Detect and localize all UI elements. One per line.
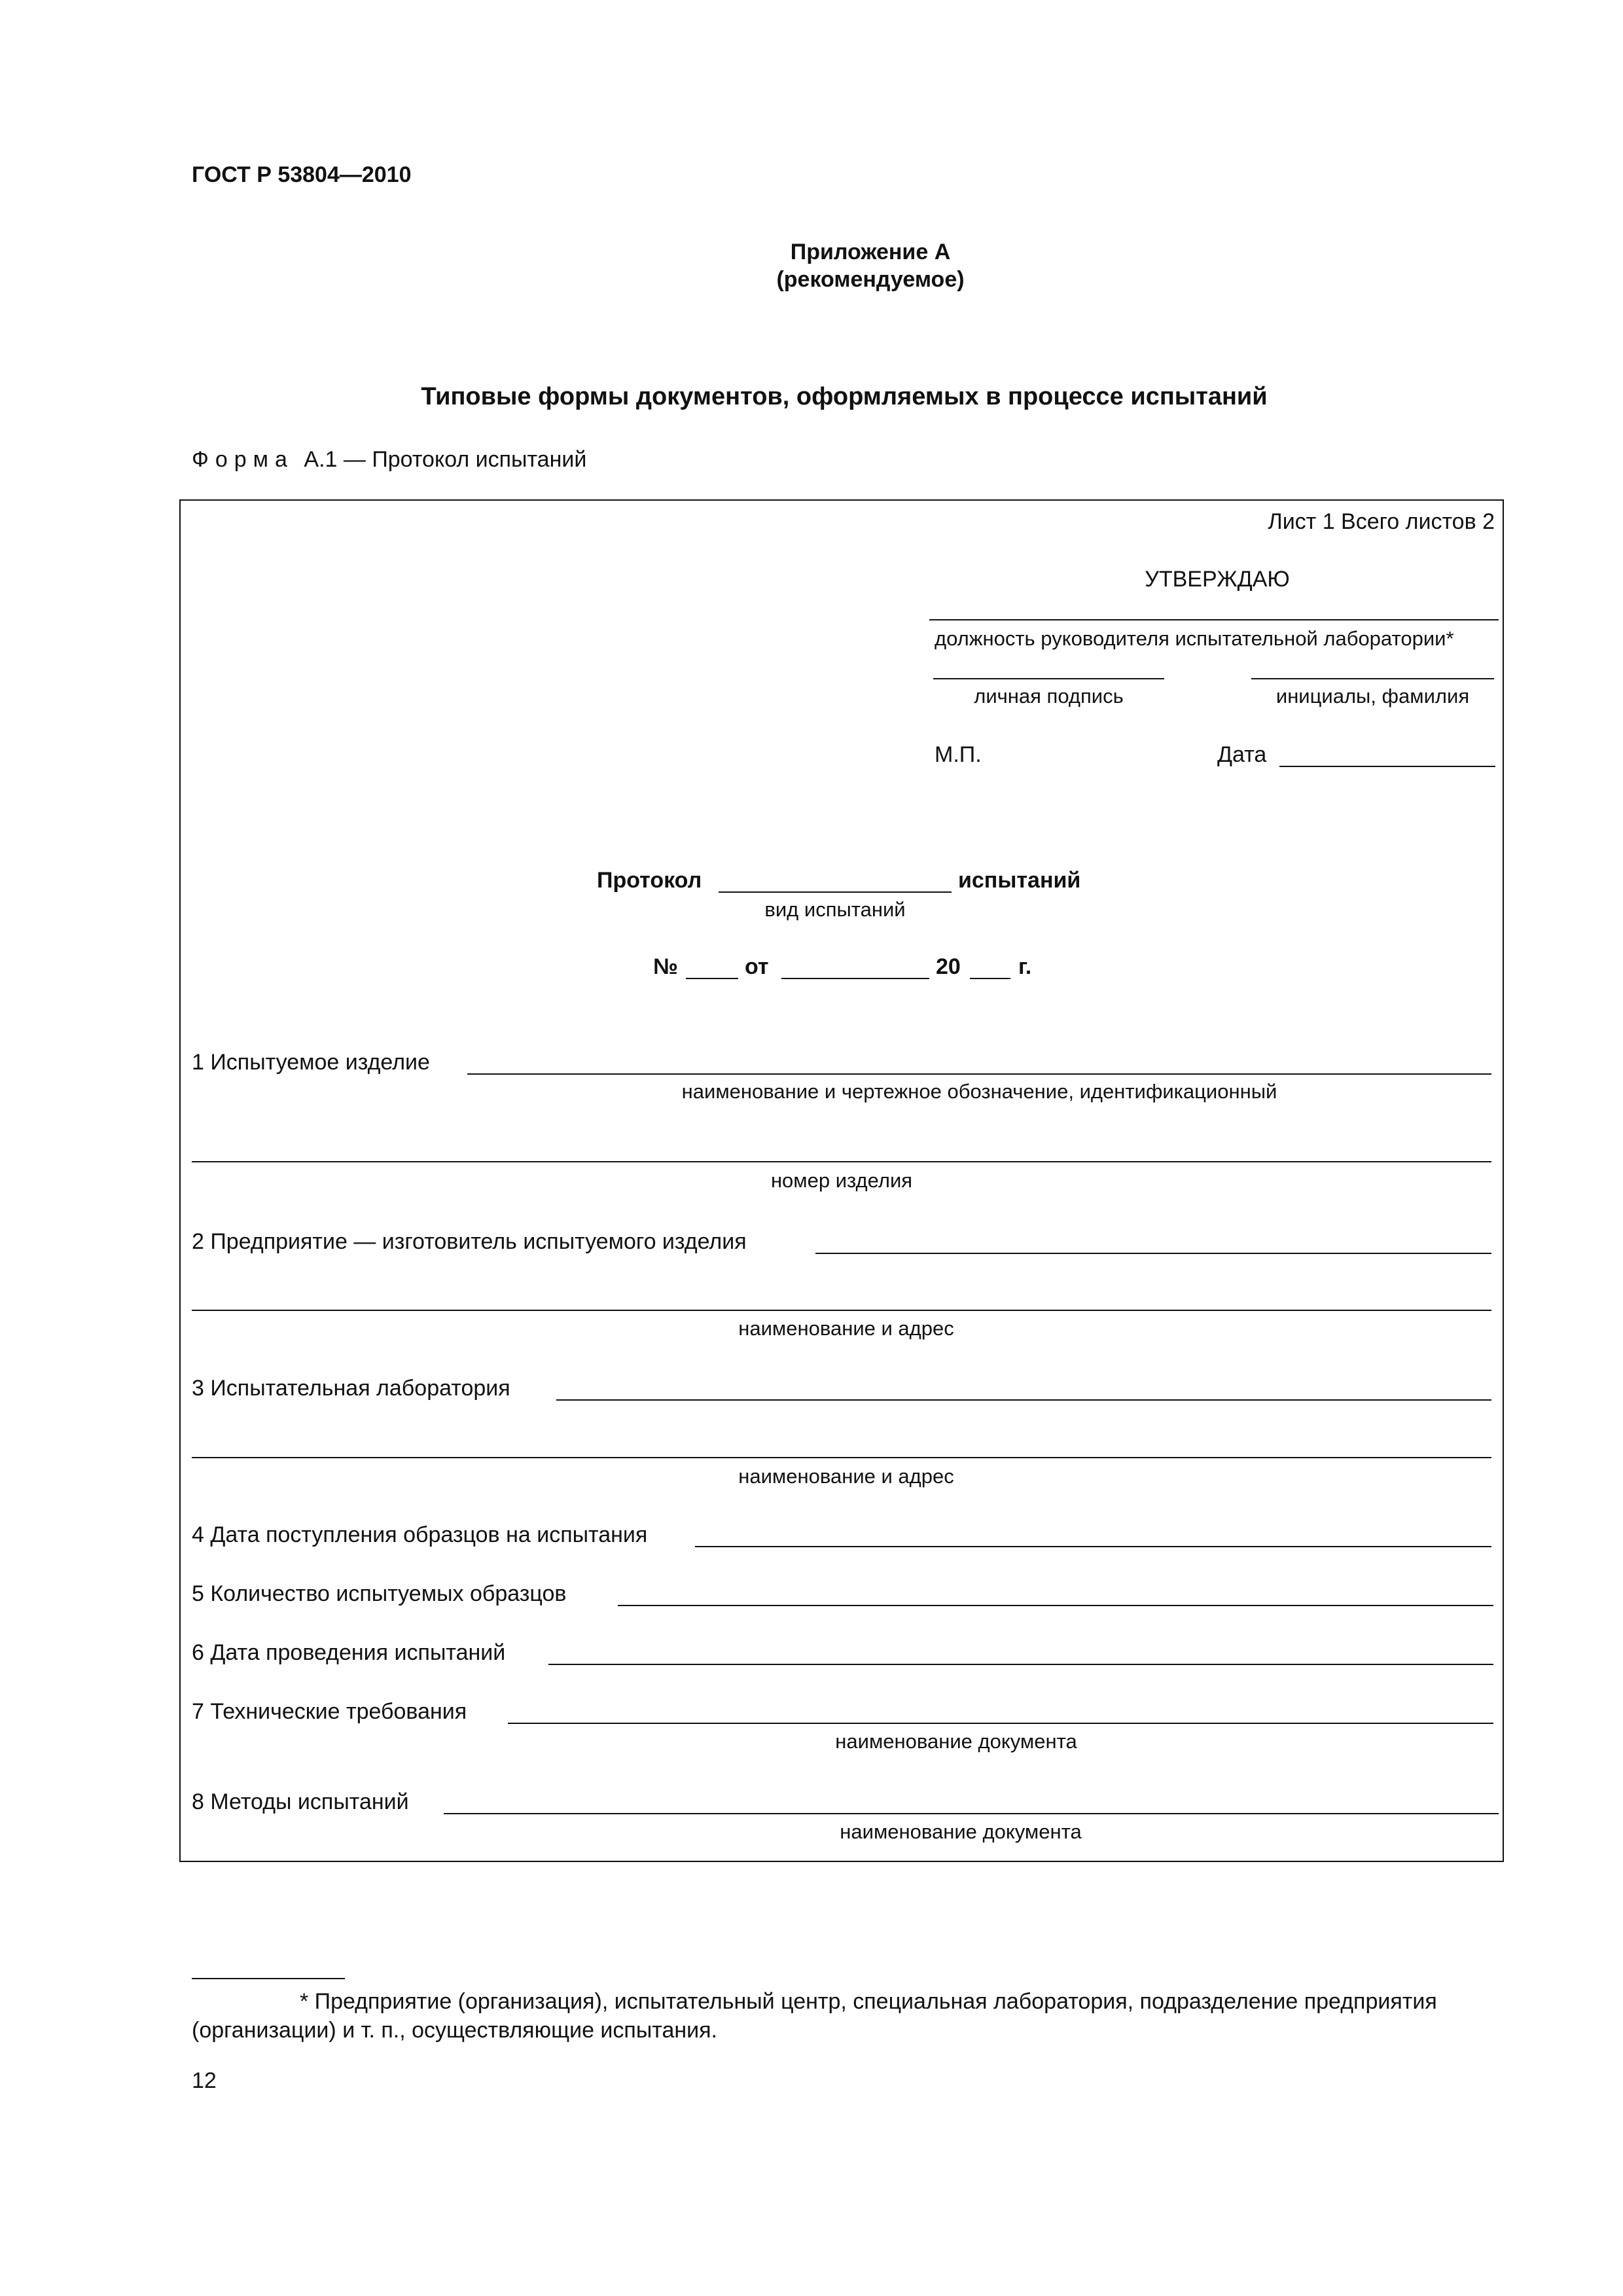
sheet-info: Лист 1 Всего листов 2 — [1268, 509, 1495, 534]
item-1-caption-2: номер изделия — [770, 1169, 913, 1192]
name-caption: инициалы, фамилия — [1275, 685, 1470, 708]
position-caption: должность руководителя испытательной лаборатории* — [935, 627, 1454, 650]
date-label: Дата — [1217, 742, 1267, 767]
standard-number: ГОСТ Р 53804—2010 — [192, 162, 412, 187]
section-title: Типовые формы документов, оформляемых в процессе испытаний — [421, 383, 1268, 410]
item-4-line[interactable] — [695, 1546, 1491, 1547]
year-prefix: 20 — [936, 954, 961, 979]
form-caption-rest: А.1 — Протокол испытаний — [304, 447, 587, 472]
item-1-line-2[interactable] — [192, 1161, 1491, 1162]
item-5-label: 5 Количество испытуемых образцов — [192, 1581, 567, 1606]
item-7-line[interactable] — [508, 1723, 1493, 1724]
item-1-line[interactable] — [467, 1073, 1491, 1075]
year-line[interactable] — [970, 978, 1010, 979]
item-2-label: 2 Предприятие — изготовитель испытуемого изделия — [192, 1229, 747, 1254]
tests-word: испытаний — [958, 868, 1081, 893]
item-2-line-2[interactable] — [192, 1310, 1491, 1311]
from-word: от — [745, 954, 769, 979]
item-7-label: 7 Технические требования — [192, 1699, 467, 1724]
item-2-caption: наименование и адрес — [738, 1317, 954, 1340]
year-suffix: г. — [1018, 954, 1032, 979]
protocol-word: Протокол — [597, 868, 702, 893]
item-3-line[interactable] — [556, 1399, 1491, 1401]
signature-line[interactable] — [933, 678, 1164, 679]
item-2-line[interactable] — [815, 1253, 1491, 1254]
appendix-title: Приложение А — [790, 240, 951, 264]
item-7-caption: наименование документа — [835, 1730, 1077, 1753]
item-8-line[interactable] — [444, 1813, 1499, 1814]
number-sign: № — [653, 954, 678, 979]
item-3-line-2[interactable] — [192, 1457, 1491, 1458]
test-kind-caption: вид испытаний — [764, 898, 906, 921]
item-4-label: 4 Дата поступления образцов на испытания — [192, 1522, 648, 1547]
item-8-caption: наименование документа — [840, 1820, 1082, 1843]
item-1-caption: наименование и чертежное обозначение, идентификационный — [681, 1080, 1277, 1103]
footnote: * Предприятие (организация), испытательный центр, специальная лаборатория, подразделение предприятия (организации) и т. п., осуществляющие испытания. — [192, 1989, 1437, 2043]
approve-label: УТВЕРЖДАЮ — [1145, 567, 1290, 592]
signature-caption: личная подпись — [974, 685, 1124, 708]
item-8-label: 8 Методы испытаний — [192, 1789, 409, 1814]
approval-date-line[interactable] — [1279, 766, 1495, 767]
item-6-line[interactable] — [548, 1664, 1493, 1665]
form-caption-prefix: Форма — [192, 447, 294, 472]
item-5-line[interactable] — [618, 1605, 1493, 1606]
protocol-date-line[interactable] — [781, 978, 929, 979]
footnote-separator — [192, 1978, 345, 1979]
item-6-label: 6 Дата проведения испытаний — [192, 1640, 506, 1665]
test-kind-line[interactable] — [719, 891, 952, 893]
name-line[interactable] — [1251, 678, 1494, 679]
item-1-label: 1 Испытуемое изделие — [192, 1050, 430, 1075]
protocol-number-line[interactable] — [686, 978, 738, 979]
appendix-subtitle: (рекомендуемое) — [776, 267, 965, 292]
item-3-label: 3 Испытательная лаборатория — [192, 1376, 510, 1401]
seal-label: М.П. — [935, 742, 982, 767]
position-line[interactable] — [929, 619, 1499, 620]
item-3-caption: наименование и адрес — [738, 1465, 954, 1488]
form-caption — [192, 447, 586, 473]
page-number: 12 — [192, 2068, 217, 2093]
